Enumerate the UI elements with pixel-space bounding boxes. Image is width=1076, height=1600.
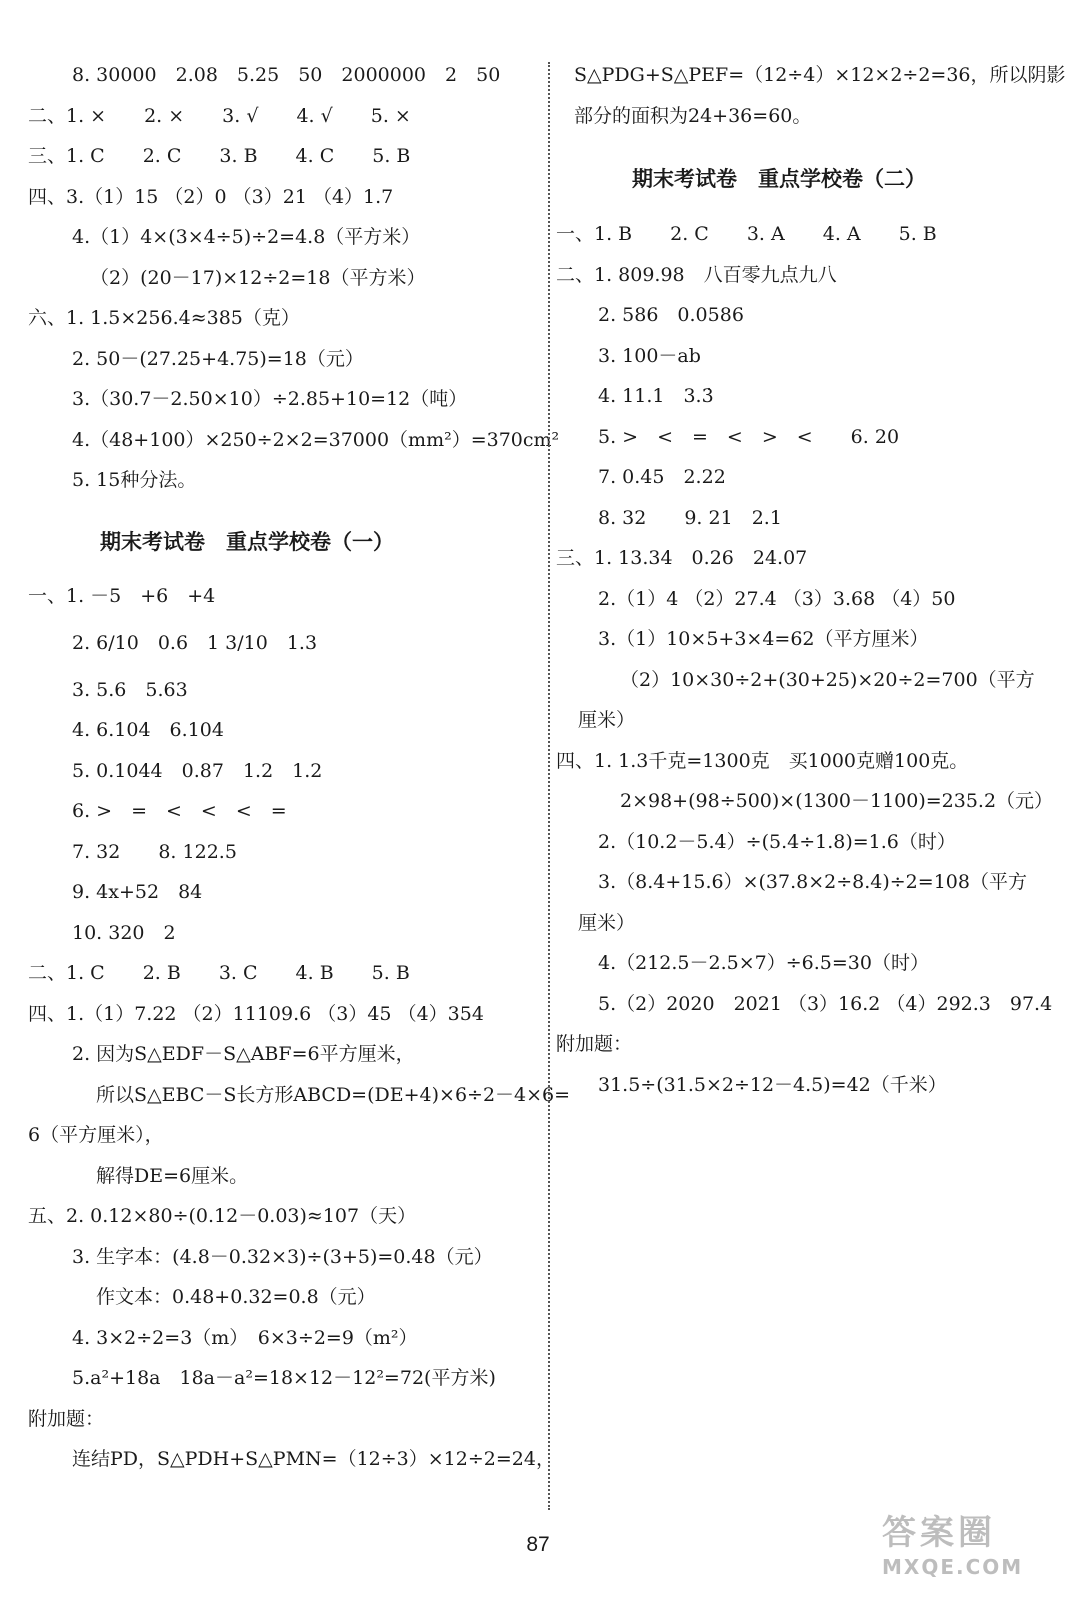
answer-line: 4. 6.104̇ 6.104 [72, 719, 224, 741]
answer-line: 5. 15种分法。 [72, 469, 197, 491]
answer-line: 9. 4x+52 84 [72, 881, 203, 903]
answer-line: 4.（212.5－2.5×7）÷6.5=30（时） [598, 952, 929, 974]
answer-line: 三、1. C 2. C 3. B 4. C 5. B [28, 145, 411, 167]
answer-line: 8. 30000 2.08 5.25 50 2000000 2 50 [72, 64, 501, 86]
answer-line: 二、1. × 2. × 3. √ 4. √ 5. × [28, 105, 411, 127]
answer-line: 5. > < = < > < 6. 20 [598, 426, 900, 448]
answer-line: 二、1. 809.98 八百零九点九八 [556, 264, 837, 286]
answer-line: 四、3.（1）15 （2）0 （3）21 （4）1.7 [28, 186, 394, 208]
answer-line: 8. 32 9. 21 2.1 [598, 507, 782, 529]
answer-line: 6. > = < < < = [72, 800, 287, 822]
answer-line: 2. 586 0.0586 [598, 304, 744, 326]
watermark-top: 答案圈 [882, 1513, 996, 1553]
answer-line: 10. 320 2 [72, 922, 176, 944]
answer-line: 三、1. 13.34 0.26 24.07 [556, 547, 808, 569]
answer-line: 连结PD，S△PDH+S△PMN=（12÷3）×12÷2=24， [72, 1448, 555, 1470]
answer-line: 厘米） [578, 709, 636, 731]
answer-line: 4.（1）4×(3×4÷5)÷2=4.8（平方米） [72, 226, 421, 248]
answer-line: 3. 生字本：(4.8－0.32×3)÷(3+5)=0.48（元） [72, 1246, 493, 1268]
answer-line: 一、1. －5 +6 +4 [28, 585, 216, 607]
answer-line: 部分的面积为24+36=60。 [574, 105, 812, 127]
answer-line: 附加题： [556, 1033, 633, 1055]
answer-line: 4. 3×2÷2=3（m） 6×3÷2=9（m²） [72, 1327, 418, 1349]
answer-line: 作文本：0.48+0.32=0.8（元） [96, 1286, 376, 1308]
answer-line: 3.（1）10×5+3×4=62（平方厘米） [598, 628, 929, 650]
answer-line: 所以S△EBC－S长方形ABCD=(DE+4)×6÷2－4×6= [96, 1084, 571, 1106]
watermark-logo [882, 1512, 1060, 1592]
watermark-bottom: MXQE.COM [882, 1555, 1024, 1579]
answer-line: 3.（8.4+15.6）×(37.8×2÷8.4)÷2=108（平方 [598, 871, 1027, 893]
answer-line: 2. 因为S△EDF－S△ABF=6平方厘米， [72, 1043, 415, 1065]
answer-line: 4. 11.1 3.3̇ [598, 385, 714, 407]
section-title: 期末考试卷 重点学校卷（一） [100, 530, 394, 554]
answer-line: 2.（1）4 （2）27.4 （3）3.68 （4）50 [598, 588, 956, 610]
answer-line: 31.5÷(31.5×2÷12－4.5)=42（千米） [598, 1074, 947, 1096]
section-title: 期末考试卷 重点学校卷（二） [632, 167, 926, 191]
answer-line: 5.a²+18a 18a－a²=18×12－12²=72(平方米) [72, 1367, 496, 1389]
answer-line: 2. 50－(27.25+4.75)=18（元） [72, 348, 364, 370]
answer-line: 2×98+(98÷500)×(1300－1100)=235.2（元） [620, 790, 1054, 812]
answer-line: （2）(20－17)×12÷2=18（平方米） [90, 267, 426, 289]
answer-line: 解得DE=6厘米。 [96, 1165, 249, 1187]
answer-line: （2）10×30÷2+(30+25)×20÷2=700（平方 [620, 669, 1035, 691]
answer-line: 6（平方厘米）， [28, 1124, 164, 1146]
answer-line: 六、1. 1.5×256.4≈385（克） [28, 307, 300, 329]
answer-line: 2.（10.2－5.4）÷(5.4÷1.8)=1.6（时） [598, 831, 956, 853]
answer-line: 3. 100－ab [598, 345, 701, 367]
answer-line: 二、1. C 2. B 3. C 4. B 5. B [28, 962, 410, 984]
answer-line: 7. 32 8. 122.5 [72, 841, 237, 863]
column-divider [548, 62, 550, 1510]
answer-line: 厘米） [578, 912, 636, 934]
answer-line: S△PDG+S△PEF=（12÷4）×12×2÷2=36，所以阴影 [574, 64, 1066, 86]
answer-line: 2. 6/10 0.6 1 3/10 1.3 [72, 632, 318, 654]
answer-line: 四、1.（1）7.22 （2）11109.6 （3）45 （4）354 [28, 1003, 484, 1025]
answer-line: 五、2. 0.12×80÷(0.12－0.03)≈107（天） [28, 1205, 417, 1227]
answer-line: 5. 0.1044 0.87 1.2 1.2 [72, 760, 323, 782]
answer-line: 3. 5.6 5.63 [72, 679, 188, 701]
answer-line: 5.（2）2020 2021 （3）16.2 （4）292.3 97.4 [598, 993, 1053, 1015]
answer-line: 一、1. B 2. C 3. A 4. A 5. B [556, 223, 937, 245]
page-number: 87 [526, 1533, 550, 1556]
answer-line: 4.（48+100）×250÷2×2=37000（mm²）=370cm² [72, 429, 560, 451]
answer-line: 四、1. 1.3千克=1300克 买1000克赠100克。 [556, 750, 969, 772]
answer-line: 3.（30.7－2.50×10）÷2.85+10=12（吨） [72, 388, 468, 410]
answer-line: 附加题： [28, 1408, 105, 1430]
answer-line: 7. 0.45 2.22 [598, 466, 726, 488]
